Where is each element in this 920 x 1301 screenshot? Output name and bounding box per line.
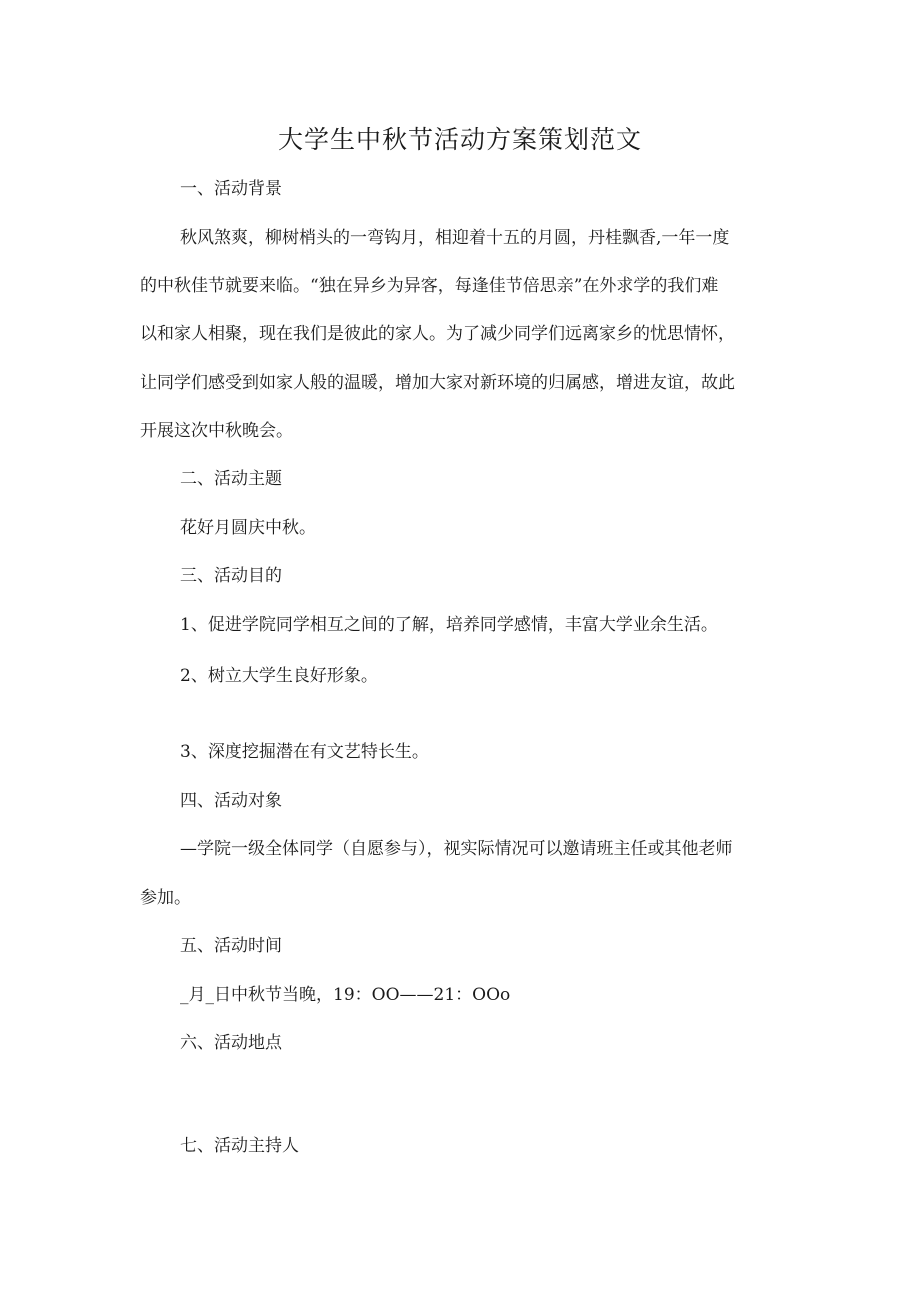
section-heading-host: 七、活动主持人 (180, 1136, 299, 1156)
paragraph-line: 以和家人相聚，现在我们是彼此的家人。为了减少同学们远离家乡的忧思情怀， (140, 324, 735, 344)
paragraph-line: —学院一级全体同学（自愿参与），视实际情况可以邀请班主任或其他老师 (180, 839, 733, 859)
document-title: 大学生中秋节活动方案策划范文 (277, 125, 642, 154)
paragraph-line: 开展这次中秋晚会。 (140, 421, 293, 441)
paragraph-line: 秋风煞爽，柳树梢头的一弯钩月，相迎着十五的月圆，丹桂飘香,一年一度 (180, 228, 730, 248)
paragraph-line: 参加。 (140, 888, 191, 908)
list-item: 3、深度挖掘潜在有文艺特长生。 (180, 742, 429, 762)
section-heading-time: 五、活动时间 (180, 936, 282, 956)
section-heading-participants: 四、活动对象 (180, 791, 282, 811)
section-heading-theme: 二、活动主题 (180, 469, 282, 489)
list-item: 2、树立大学生良好形象。 (180, 666, 378, 686)
section-heading-purpose: 三、活动目的 (180, 566, 282, 586)
paragraph-line: 让同学们感受到如家人般的温暖，增加大家对新环境的归属感，增进友谊，故此 (140, 373, 735, 393)
paragraph-line: 的中秋佳节就要来临。“独在异乡为异客，每逢佳节倍思亲”在外求学的我们难 (140, 276, 719, 296)
list-item: 1、促进学院同学相互之间的了解，培养同学感情，丰富大学业余生活。 (180, 615, 718, 635)
section-heading-location: 六、活动地点 (180, 1033, 282, 1053)
paragraph-line: _月_日中秋节当晚，19：OO——21：OOo (180, 985, 511, 1005)
paragraph-line: 花好月圆庆中秋。 (180, 518, 316, 538)
section-heading-background: 一、活动背景 (180, 179, 282, 199)
